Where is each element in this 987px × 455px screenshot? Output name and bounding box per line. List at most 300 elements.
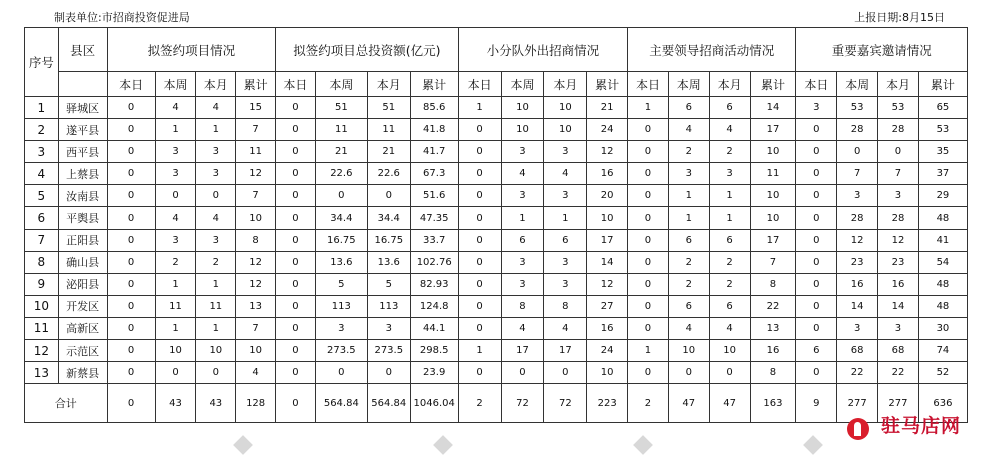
table-row [25, 317, 968, 339]
table-cell: 12 [587, 141, 628, 163]
table-cell: 29 [918, 185, 967, 207]
table-cell: 3 [367, 317, 410, 339]
table-cell: 17 [750, 119, 796, 141]
table-cell: 0 [668, 362, 709, 384]
table-row [25, 229, 968, 251]
table-cell: 10 [501, 97, 544, 119]
total-cell: 0 [276, 384, 316, 423]
row-county: 西平县 [58, 141, 107, 163]
table-cell: 0 [276, 163, 316, 185]
site-logo-icon [847, 418, 869, 440]
table-cell: 0 [107, 119, 155, 141]
table-cell: 21 [367, 141, 410, 163]
table-cell: 4 [196, 207, 236, 229]
report-unit-label: 制表单位:市招商投资促进局 [54, 11, 190, 24]
table-row [25, 185, 968, 207]
table-cell: 3 [155, 163, 196, 185]
table-cell: 3 [544, 273, 587, 295]
total-cell: 163 [750, 384, 796, 423]
table-cell: 17 [544, 340, 587, 362]
table-cell: 34.4 [367, 207, 410, 229]
table-cell: 28 [837, 119, 878, 141]
table-cell: 4 [501, 163, 544, 185]
table-row [25, 295, 968, 317]
table-cell: 30 [918, 317, 967, 339]
row-index: 10 [25, 295, 59, 317]
table-cell: 0 [315, 362, 367, 384]
table-cell: 12 [236, 251, 276, 273]
table-cell: 20 [587, 185, 628, 207]
table-cell: 11 [196, 295, 236, 317]
total-cell: 564.84 [315, 384, 367, 423]
total-cell: 43 [155, 384, 196, 423]
row-county: 正阳县 [58, 229, 107, 251]
table-cell: 4 [709, 119, 750, 141]
table-cell: 41 [918, 229, 967, 251]
table-cell: 11 [315, 119, 367, 141]
table-cell: 0 [458, 163, 501, 185]
subheader-cell: 本日 [276, 72, 316, 97]
table-cell: 21 [587, 97, 628, 119]
table-cell: 10 [196, 340, 236, 362]
table-cell: 37 [918, 163, 967, 185]
table-cell: 0 [458, 207, 501, 229]
subheader-cell: 本日 [628, 72, 669, 97]
table-cell: 3 [668, 163, 709, 185]
table-cell: 10 [750, 141, 796, 163]
table-cell: 16 [750, 340, 796, 362]
table-cell: 17 [750, 229, 796, 251]
table-row [25, 362, 968, 384]
table-cell: 0 [276, 185, 316, 207]
table-cell: 1 [196, 273, 236, 295]
table-cell: 0 [544, 362, 587, 384]
table-cell: 0 [107, 362, 155, 384]
table-cell: 0 [276, 273, 316, 295]
table-cell: 0 [107, 340, 155, 362]
table-cell: 2 [155, 251, 196, 273]
table-cell: 23 [837, 251, 878, 273]
table-cell: 4 [501, 317, 544, 339]
table-cell: 13.6 [315, 251, 367, 273]
table-row [25, 273, 968, 295]
table-cell: 8 [750, 273, 796, 295]
header-group-vip-invitations: 重要嘉宾邀请情况 [796, 28, 968, 72]
table-cell: 1 [196, 317, 236, 339]
row-index: 7 [25, 229, 59, 251]
table-cell: 12 [837, 229, 878, 251]
header-group-leader-activities: 主要领导招商活动情况 [628, 28, 796, 72]
table-cell: 34.4 [315, 207, 367, 229]
row-county: 示范区 [58, 340, 107, 362]
table-cell: 3 [544, 141, 587, 163]
row-county: 遂平县 [58, 119, 107, 141]
subheader-cell: 累计 [236, 72, 276, 97]
table-cell: 16 [587, 163, 628, 185]
subheader-cell: 本月 [544, 72, 587, 97]
table-cell: 23 [878, 251, 919, 273]
subheader-cell: 本月 [367, 72, 410, 97]
table-cell: 3 [709, 163, 750, 185]
table-cell: 13 [236, 295, 276, 317]
row-index: 12 [25, 340, 59, 362]
table-cell: 0 [628, 251, 669, 273]
footer-decoration [433, 435, 453, 455]
investment-report-table [24, 27, 968, 423]
row-county: 确山县 [58, 251, 107, 273]
table-row [25, 251, 968, 273]
table-cell: 5 [367, 273, 410, 295]
table-cell: 22 [837, 362, 878, 384]
subheader-cell: 本日 [458, 72, 501, 97]
total-cell: 0 [107, 384, 155, 423]
table-cell: 1 [458, 97, 501, 119]
table-cell: 41.7 [410, 141, 458, 163]
table-cell: 0 [458, 273, 501, 295]
table-cell: 0 [458, 229, 501, 251]
table-cell: 6 [544, 229, 587, 251]
table-cell: 0 [796, 273, 837, 295]
table-cell: 74 [918, 340, 967, 362]
table-cell: 7 [750, 251, 796, 273]
table-cell: 0 [107, 229, 155, 251]
table-cell: 0 [107, 185, 155, 207]
table-cell: 12 [587, 273, 628, 295]
row-index: 5 [25, 185, 59, 207]
table-cell: 0 [107, 207, 155, 229]
table-cell: 16.75 [367, 229, 410, 251]
table-cell: 28 [878, 207, 919, 229]
total-cell: 564.84 [367, 384, 410, 423]
table-cell: 0 [155, 362, 196, 384]
table-cell: 13.6 [367, 251, 410, 273]
table-cell: 0 [458, 251, 501, 273]
table-cell: 0 [628, 119, 669, 141]
table-cell: 6 [709, 229, 750, 251]
table-cell: 0 [276, 317, 316, 339]
row-county: 上蔡县 [58, 163, 107, 185]
report-date: 上报日期:8月15日 [854, 11, 945, 24]
table-cell: 1 [458, 340, 501, 362]
table-cell: 53 [837, 97, 878, 119]
total-cell: 9 [796, 384, 837, 423]
table-cell: 44.1 [410, 317, 458, 339]
table-cell: 0 [796, 295, 837, 317]
table-cell: 0 [628, 229, 669, 251]
table-cell: 0 [796, 163, 837, 185]
table-cell: 51.6 [410, 185, 458, 207]
table-cell: 0 [628, 141, 669, 163]
table-cell: 10 [750, 207, 796, 229]
table-cell: 6 [709, 295, 750, 317]
row-county: 高新区 [58, 317, 107, 339]
table-cell: 7 [878, 163, 919, 185]
table-cell: 0 [107, 251, 155, 273]
row-county: 汝南县 [58, 185, 107, 207]
table-cell: 0 [196, 185, 236, 207]
table-cell: 22 [750, 295, 796, 317]
table-cell: 48 [918, 207, 967, 229]
table-cell: 13 [750, 317, 796, 339]
table-cell: 1 [628, 97, 669, 119]
table-cell: 48 [918, 273, 967, 295]
table-cell: 1 [709, 185, 750, 207]
table-cell: 0 [367, 362, 410, 384]
table-cell: 6 [668, 97, 709, 119]
table-cell: 3 [315, 317, 367, 339]
table-cell: 0 [796, 119, 837, 141]
table-cell: 15 [236, 97, 276, 119]
table-cell: 5 [315, 273, 367, 295]
table-cell: 0 [628, 295, 669, 317]
table-cell: 7 [236, 185, 276, 207]
table-cell: 17 [587, 229, 628, 251]
table-cell: 1 [668, 185, 709, 207]
table-cell: 1 [668, 207, 709, 229]
table-cell: 0 [276, 207, 316, 229]
table-row [25, 97, 968, 119]
table-cell: 4 [196, 97, 236, 119]
table-cell: 82.93 [410, 273, 458, 295]
table-cell: 10 [544, 119, 587, 141]
table-row [25, 340, 968, 362]
subheader-cell: 累计 [750, 72, 796, 97]
table-cell: 4 [668, 119, 709, 141]
subheader-cell: 本周 [155, 72, 196, 97]
table-cell: 0 [458, 295, 501, 317]
table-cell: 0 [276, 362, 316, 384]
table-cell: 298.5 [410, 340, 458, 362]
table-cell: 22.6 [367, 163, 410, 185]
table-cell: 1 [155, 273, 196, 295]
table-cell: 3 [544, 185, 587, 207]
total-row [25, 384, 968, 423]
table-cell: 3 [501, 141, 544, 163]
header-group-team-outreach: 小分队外出招商情况 [458, 28, 627, 72]
row-county: 泌阳县 [58, 273, 107, 295]
table-cell: 2 [709, 251, 750, 273]
table-cell: 0 [796, 229, 837, 251]
table-cell: 0 [628, 207, 669, 229]
subheader-cell: 本月 [878, 72, 919, 97]
total-cell: 636 [918, 384, 967, 423]
table-cell: 8 [750, 362, 796, 384]
table-cell: 33.7 [410, 229, 458, 251]
table-cell: 6 [796, 340, 837, 362]
table-cell: 0 [458, 362, 501, 384]
table-cell: 28 [837, 207, 878, 229]
table-cell: 0 [458, 119, 501, 141]
table-cell: 10 [236, 340, 276, 362]
table-cell: 1 [196, 119, 236, 141]
table-cell: 68 [878, 340, 919, 362]
table-cell: 0 [709, 362, 750, 384]
row-index: 13 [25, 362, 59, 384]
table-cell: 2 [668, 251, 709, 273]
total-cell: 47 [668, 384, 709, 423]
table-cell: 3 [878, 185, 919, 207]
table-cell: 2 [709, 273, 750, 295]
row-index: 6 [25, 207, 59, 229]
table-row [25, 119, 968, 141]
header-county: 县区 [58, 28, 107, 72]
table-cell: 7 [837, 163, 878, 185]
table-cell: 0 [315, 185, 367, 207]
table-cell: 0 [628, 163, 669, 185]
subheader-cell: 累计 [587, 72, 628, 97]
table-cell: 0 [155, 185, 196, 207]
table-cell: 3 [196, 229, 236, 251]
table-cell: 273.5 [315, 340, 367, 362]
table-cell: 10 [668, 340, 709, 362]
table-cell: 0 [458, 317, 501, 339]
table-cell: 47.35 [410, 207, 458, 229]
table-cell: 3 [501, 185, 544, 207]
table-cell: 0 [107, 295, 155, 317]
table-cell: 8 [236, 229, 276, 251]
footer-decoration [803, 435, 823, 455]
table-cell: 0 [796, 251, 837, 273]
row-index: 2 [25, 119, 59, 141]
table-cell: 0 [628, 185, 669, 207]
table-cell: 35 [918, 141, 967, 163]
table-cell: 10 [709, 340, 750, 362]
table-cell: 53 [878, 97, 919, 119]
row-index: 1 [25, 97, 59, 119]
table-cell: 2 [709, 141, 750, 163]
table-cell: 24 [587, 340, 628, 362]
table-cell: 3 [196, 141, 236, 163]
table-cell: 27 [587, 295, 628, 317]
table-cell: 10 [587, 362, 628, 384]
total-cell: 223 [587, 384, 628, 423]
table-row [25, 141, 968, 163]
table-cell: 10 [501, 119, 544, 141]
table-cell: 11 [750, 163, 796, 185]
subheader-cell: 本周 [315, 72, 367, 97]
row-county: 平舆县 [58, 207, 107, 229]
table-cell: 1 [628, 340, 669, 362]
table-cell: 6 [501, 229, 544, 251]
subheader-cell: 本日 [796, 72, 837, 97]
table-cell: 85.6 [410, 97, 458, 119]
total-cell: 47 [709, 384, 750, 423]
subheader-cell: 本周 [668, 72, 709, 97]
table-cell: 0 [276, 229, 316, 251]
table-cell: 273.5 [367, 340, 410, 362]
table-cell: 21 [315, 141, 367, 163]
table-cell: 102.76 [410, 251, 458, 273]
header-group-signing-projects: 拟签约项目情况 [107, 28, 275, 72]
table-cell: 3 [837, 317, 878, 339]
table-cell: 4 [236, 362, 276, 384]
table-cell: 4 [544, 163, 587, 185]
table-cell: 16.75 [315, 229, 367, 251]
table-cell: 3 [501, 251, 544, 273]
table-cell: 3 [196, 163, 236, 185]
total-cell: 2 [628, 384, 669, 423]
table-cell: 0 [628, 273, 669, 295]
table-row [25, 207, 968, 229]
footer-decoration [233, 435, 253, 455]
table-cell: 0 [367, 185, 410, 207]
table-cell: 0 [107, 141, 155, 163]
total-cell: 277 [837, 384, 878, 423]
table-cell: 0 [796, 141, 837, 163]
table-cell: 2 [668, 273, 709, 295]
table-cell: 24 [587, 119, 628, 141]
table-cell: 0 [196, 362, 236, 384]
table-cell: 2 [668, 141, 709, 163]
subheader-cell: 本周 [837, 72, 878, 97]
table-cell: 23.9 [410, 362, 458, 384]
table-cell: 14 [837, 295, 878, 317]
table-cell: 0 [501, 362, 544, 384]
table-cell: 4 [709, 317, 750, 339]
table-cell: 10 [544, 97, 587, 119]
table-cell: 6 [668, 229, 709, 251]
subheader-cell: 本月 [709, 72, 750, 97]
total-cell: 277 [878, 384, 919, 423]
row-index: 8 [25, 251, 59, 273]
table-cell: 0 [628, 362, 669, 384]
table-cell: 11 [236, 141, 276, 163]
row-index: 3 [25, 141, 59, 163]
table-cell: 8 [544, 295, 587, 317]
table-cell: 0 [837, 141, 878, 163]
table-cell: 0 [276, 340, 316, 362]
table-cell: 0 [276, 97, 316, 119]
table-cell: 113 [315, 295, 367, 317]
table-cell: 0 [796, 317, 837, 339]
table-cell: 16 [587, 317, 628, 339]
table-cell: 0 [276, 141, 316, 163]
row-county: 驿城区 [58, 97, 107, 119]
table-cell: 10 [587, 207, 628, 229]
table-cell: 22.6 [315, 163, 367, 185]
table-cell: 1 [155, 317, 196, 339]
table-cell: 41.8 [410, 119, 458, 141]
row-county: 新蔡县 [58, 362, 107, 384]
row-index: 11 [25, 317, 59, 339]
table-cell: 0 [107, 97, 155, 119]
table-cell: 4 [155, 97, 196, 119]
table-cell: 68 [837, 340, 878, 362]
total-cell: 1046.04 [410, 384, 458, 423]
table-cell: 1 [155, 119, 196, 141]
table-cell: 11 [155, 295, 196, 317]
table-cell: 113 [367, 295, 410, 317]
table-cell: 0 [458, 185, 501, 207]
table-cell: 14 [750, 97, 796, 119]
table-cell: 1 [501, 207, 544, 229]
table-cell: 7 [236, 317, 276, 339]
table-cell: 11 [367, 119, 410, 141]
table-cell: 14 [587, 251, 628, 273]
table-cell: 16 [837, 273, 878, 295]
table-cell: 6 [709, 97, 750, 119]
table-cell: 10 [750, 185, 796, 207]
table-cell: 4 [155, 207, 196, 229]
table-cell: 3 [796, 97, 837, 119]
subheader-cell: 累计 [918, 72, 967, 97]
table-cell: 12 [878, 229, 919, 251]
table-cell: 1 [709, 207, 750, 229]
table-cell: 3 [837, 185, 878, 207]
table-cell: 10 [236, 207, 276, 229]
table-cell: 0 [628, 317, 669, 339]
table-cell: 0 [276, 295, 316, 317]
